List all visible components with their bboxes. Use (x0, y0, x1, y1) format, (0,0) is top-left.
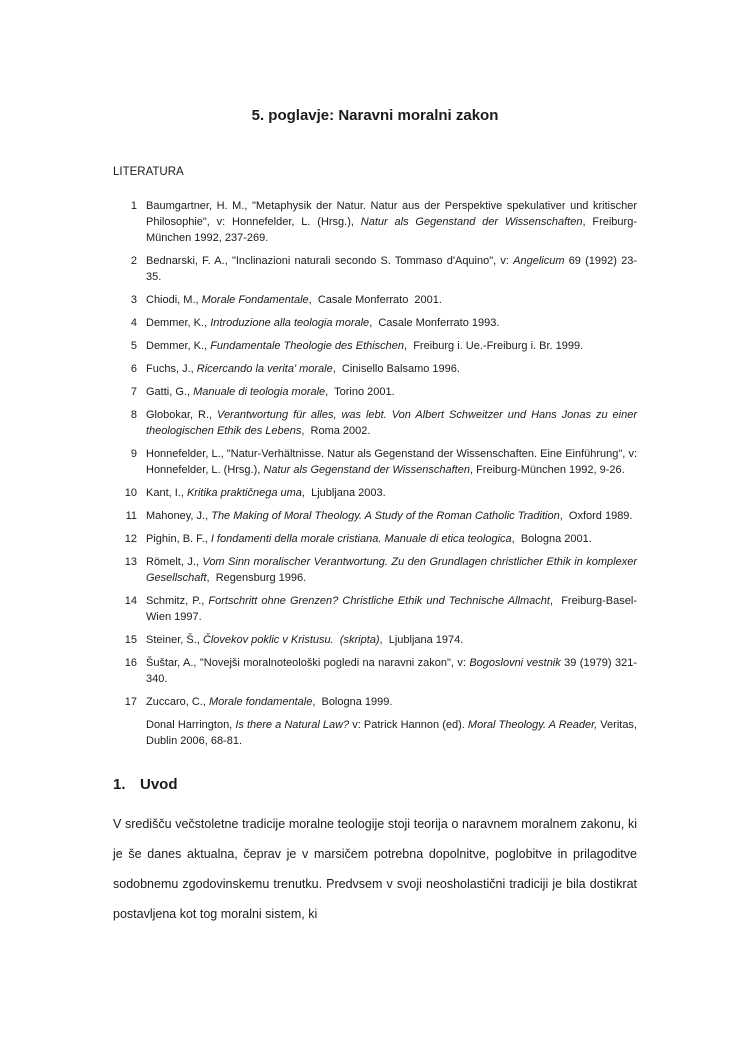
bibliography-entry (113, 632, 637, 648)
bibliography-entry-number: 6 (130, 363, 137, 375)
bibliography-entry (113, 292, 637, 308)
bibliography-entry (113, 446, 637, 478)
bibliography-entry-number: 12 (124, 533, 137, 545)
bibliography-entry-text: Bednarski, F. A., "Inclinazioni naturali secondo S. Tommaso d'Aquino", v: Angelicum 69 (1992) 23-35. (146, 255, 638, 283)
bibliography-entry (113, 554, 637, 586)
bibliography-entry-text: Fuchs, J., Ricercando la verita' morale, Cinisello Balsamo 1996. (146, 363, 460, 375)
bibliography-entry (113, 384, 637, 400)
bibliography-entry-text: Mahoney, J., The Making of Moral Theology. A Study of the Roman Catholic Tradition, Oxford 1989. (146, 510, 633, 522)
bibliography-entry-text: Chiodi, M., Morale Fondamentale, Casale Monferrato 2001. (146, 294, 442, 306)
bibliography-entry-number (113, 717, 146, 749)
bibliography-entry-number: 8 (130, 409, 137, 421)
bibliography-entry-number: 15 (124, 634, 137, 646)
section-number: 1. (113, 776, 126, 793)
bibliography-entry (113, 485, 637, 501)
bibliography-entry-text: Demmer, K., Introduzione alla teologia morale, Casale Monferrato 1993. (146, 317, 500, 329)
bibliography-entry-number: 2 (130, 255, 137, 267)
bibliography-entry (113, 361, 637, 377)
bibliography-entry-text: Demmer, K., Fundamentale Theologie des Ethischen, Freiburg i. Ue.-Freiburg i. Br. 1999. (146, 340, 584, 352)
bibliography-entry-number: 4 (130, 317, 137, 329)
bibliography-entry-number: 5 (130, 340, 137, 352)
bibliography-entry-number: 10 (124, 487, 137, 499)
bibliography-entry-text: Schmitz, P., Fortschritt ohne Grenzen? Christliche Ethik und Technische Allmacht, Freiburg-Basel-Wien 1997. (146, 595, 637, 623)
bibliography-entry (113, 253, 637, 285)
bibliography-entry-text: Globokar, R., Verantwortung für alles, was lebt. Von Albert Schweitzer und Hans Jonas zu einer theologischen Ethik des Lebens, Roma 2002. (146, 409, 637, 437)
bibliography-entry-text: Kant, I., Kritika praktičnega uma, Ljubljana 2003. (146, 487, 386, 499)
bibliography-entry-number: 11 (125, 510, 137, 522)
bibliography-entry (113, 717, 637, 749)
bibliography-entry-number: 16 (124, 657, 137, 669)
bibliography-entry (113, 508, 637, 524)
bibliography-entry-text: Steiner, Š., Človekov poklic v Kristusu. (skripta), Ljubljana 1974. (146, 634, 464, 646)
bibliography-entry (113, 593, 637, 625)
bibliography-entry-text: Baumgartner, H. M., "Metaphysik der Natur. Natur aus der Perspektive spekulativer und kritischer Philosophie", v: Honnefelder, L. (Hrsg.), Natur als Gegenstand der Wissenschaften, Freiburg-München 1992, 237-269. (146, 200, 637, 244)
bibliography-entry (113, 694, 637, 710)
bibliography-entry-text: Zuccaro, C., Morale fondamentale, Bologna 1999. (146, 696, 393, 708)
bibliography-entry-number: 17 (124, 696, 137, 708)
bibliography-entry (113, 531, 637, 547)
bibliography-entry (113, 315, 637, 331)
bibliography-entry (113, 407, 637, 439)
bibliography-entry-text: Römelt, J., Vom Sinn moralischer Verantwortung. Zu den Grundlagen christlicher Ethik in komplexer Gesellschaft, Regensburg 1996. (146, 556, 638, 584)
bibliography-entry (113, 198, 637, 246)
bibliography-entry-number: 7 (130, 386, 137, 398)
section-title: Uvod (140, 776, 178, 793)
bibliography-entry (113, 338, 637, 354)
bibliography-entry-text: Donal Harrington, Is there a Natural Law? v: Patrick Hannon (ed). Moral Theology. A Reader, Veritas, Dublin 2006, 68-81. (146, 719, 637, 747)
bibliography-entry-number: 14 (124, 595, 137, 607)
bibliography-entry-number: 3 (130, 294, 137, 306)
section-heading (113, 775, 637, 795)
bibliography-entry-number: 9 (130, 448, 137, 460)
bibliography-entry-text: Honnefelder, L., "Natur-Verhältnisse. Natur als Gegenstand der Wissenschaften. Eine Einführung", v: Honnefelder, L. (Hrsg.), Natur als Gegenstand der Wissenschaften, Freiburg-München 1992, 9-26. (146, 448, 637, 476)
bibliography-entry-number: 1 (130, 200, 137, 212)
intro-paragraph: V središču večstoletne tradicije moralne teologije stoji teorija o naravnem moralnem zakonu, ki je še danes aktualna, čeprav je v marsičem potrebna dopolnitve, poglobitve in prilagoditve sodobnemu zgodovinskemu trenutku. Predvsem v svoji neosholastični tradiciji je bila dostikrat postavljena kot tog moralni sistem, ki (113, 817, 637, 921)
bibliography-entry (113, 655, 637, 687)
chapter-title: 5. poglavje: Naravni moralni zakon (251, 107, 499, 124)
bibliography-entry-text: Šuštar, A., "Novejši moralnoteološki pogledi na naravni zakon", v: Bogoslovni vestnik 39 (1979) 321-340. (146, 657, 637, 685)
bibliography-list (113, 198, 637, 749)
bibliography-entry-text: Gatti, G., Manuale di teologia morale, Torino 2001. (146, 386, 395, 398)
bibliography-entry-text: Pighin, B. F., I fondamenti della morale cristiana. Manuale di etica teologica, Bologna 2001. (146, 533, 592, 545)
literature-heading: LITERATURA (113, 166, 184, 178)
bibliography-entry-number: 13 (124, 556, 137, 568)
